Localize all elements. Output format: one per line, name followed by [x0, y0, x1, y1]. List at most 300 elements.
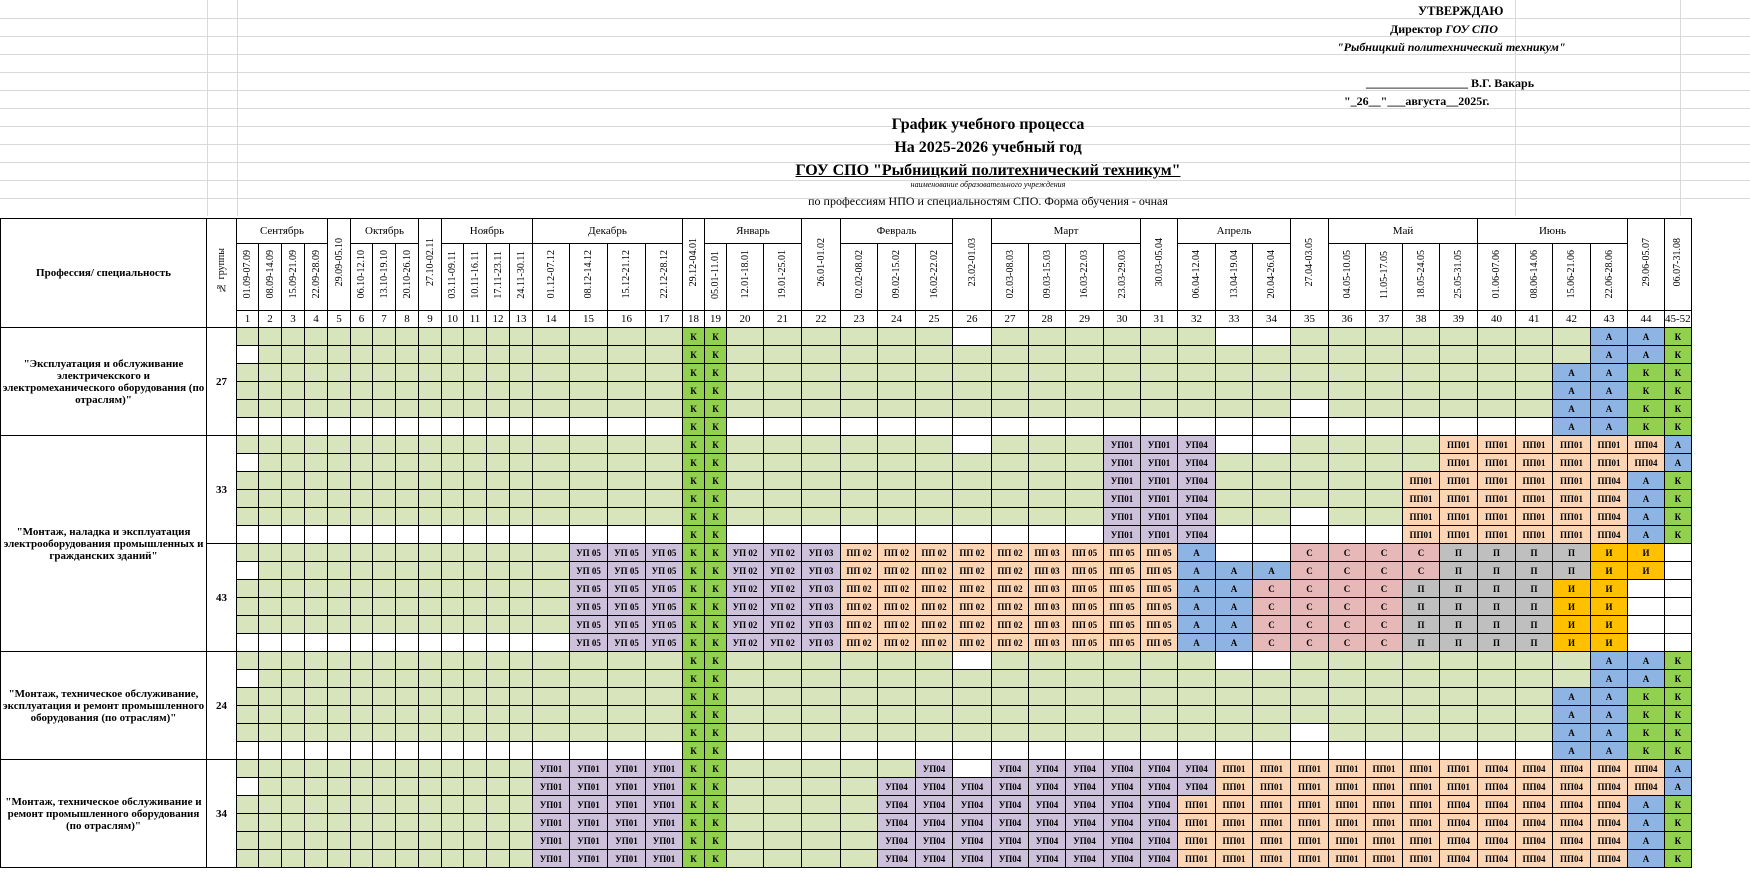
schedule-cell[interactable]: [1178, 328, 1216, 346]
schedule-cell[interactable]: [1516, 742, 1553, 760]
schedule-cell[interactable]: К: [683, 418, 705, 436]
schedule-cell[interactable]: [1141, 328, 1178, 346]
schedule-cell[interactable]: УП04: [1104, 796, 1141, 814]
schedule-cell[interactable]: [533, 436, 570, 454]
schedule-cell[interactable]: [396, 562, 419, 580]
schedule-cell[interactable]: [727, 832, 764, 850]
schedule-cell[interactable]: [510, 670, 533, 688]
schedule-cell[interactable]: [373, 742, 396, 760]
schedule-cell[interactable]: ПП04: [1591, 850, 1628, 868]
schedule-cell[interactable]: [727, 328, 764, 346]
schedule-cell[interactable]: ПП 03: [1029, 598, 1066, 616]
schedule-cell[interactable]: ПП01: [1403, 814, 1440, 832]
schedule-cell[interactable]: П: [1478, 562, 1516, 580]
schedule-cell[interactable]: [373, 580, 396, 598]
schedule-cell[interactable]: [396, 328, 419, 346]
schedule-cell[interactable]: [533, 418, 570, 436]
schedule-cell[interactable]: К: [705, 436, 727, 454]
schedule-cell[interactable]: ПП04: [1440, 850, 1478, 868]
schedule-cell[interactable]: ПП01: [1253, 832, 1291, 850]
schedule-cell[interactable]: К: [1665, 364, 1692, 382]
schedule-cell[interactable]: К: [683, 562, 705, 580]
schedule-cell[interactable]: [396, 400, 419, 418]
schedule-cell[interactable]: [802, 796, 841, 814]
schedule-cell[interactable]: [916, 346, 953, 364]
schedule-cell[interactable]: [373, 328, 396, 346]
schedule-cell[interactable]: [1440, 382, 1478, 400]
schedule-cell[interactable]: К: [683, 490, 705, 508]
schedule-cell[interactable]: [1141, 364, 1178, 382]
schedule-cell[interactable]: ПП01: [1516, 490, 1553, 508]
schedule-cell[interactable]: ПП 02: [841, 634, 878, 652]
schedule-cell[interactable]: ПП04: [1516, 760, 1553, 778]
schedule-cell[interactable]: [373, 814, 396, 832]
schedule-cell[interactable]: [259, 670, 282, 688]
schedule-cell[interactable]: ПП04: [1478, 832, 1516, 850]
schedule-cell[interactable]: [802, 472, 841, 490]
schedule-cell[interactable]: [1665, 580, 1692, 598]
schedule-cell[interactable]: УП01: [570, 760, 608, 778]
schedule-cell[interactable]: [282, 580, 305, 598]
schedule-cell[interactable]: [305, 490, 328, 508]
schedule-cell[interactable]: [1329, 742, 1366, 760]
schedule-cell[interactable]: УП04: [953, 814, 992, 832]
schedule-cell[interactable]: [992, 526, 1029, 544]
schedule-cell[interactable]: А: [1591, 418, 1628, 436]
schedule-cell[interactable]: [373, 688, 396, 706]
schedule-cell[interactable]: [608, 706, 646, 724]
schedule-cell[interactable]: [237, 796, 259, 814]
schedule-cell[interactable]: ПП01: [1329, 850, 1366, 868]
schedule-cell[interactable]: [646, 652, 683, 670]
schedule-cell[interactable]: С: [1366, 562, 1403, 580]
schedule-cell[interactable]: С: [1403, 544, 1440, 562]
schedule-cell[interactable]: [442, 346, 464, 364]
schedule-cell[interactable]: [1403, 436, 1440, 454]
schedule-cell[interactable]: ПП01: [1403, 796, 1440, 814]
schedule-cell[interactable]: [259, 364, 282, 382]
schedule-cell[interactable]: [419, 778, 442, 796]
schedule-cell[interactable]: УП 05: [608, 580, 646, 598]
schedule-cell[interactable]: УП 03: [802, 544, 841, 562]
schedule-cell[interactable]: [953, 436, 992, 454]
schedule-cell[interactable]: [646, 508, 683, 526]
schedule-cell[interactable]: [1366, 400, 1403, 418]
schedule-cell[interactable]: А: [1665, 778, 1692, 796]
schedule-cell[interactable]: [373, 796, 396, 814]
schedule-cell[interactable]: [259, 562, 282, 580]
schedule-cell[interactable]: [396, 832, 419, 850]
schedule-cell[interactable]: ПП01: [1216, 796, 1253, 814]
schedule-cell[interactable]: [764, 688, 802, 706]
schedule-cell[interactable]: УП 02: [764, 616, 802, 634]
schedule-cell[interactable]: [802, 724, 841, 742]
schedule-cell[interactable]: [237, 436, 259, 454]
schedule-cell[interactable]: ПП04: [1440, 814, 1478, 832]
schedule-cell[interactable]: ПП 05: [1141, 598, 1178, 616]
schedule-cell[interactable]: П: [1478, 634, 1516, 652]
schedule-cell[interactable]: С: [1366, 544, 1403, 562]
schedule-cell[interactable]: [487, 508, 510, 526]
schedule-cell[interactable]: [916, 382, 953, 400]
schedule-cell[interactable]: [351, 724, 373, 742]
schedule-cell[interactable]: [237, 832, 259, 850]
schedule-cell[interactable]: УП01: [533, 850, 570, 868]
schedule-cell[interactable]: УП01: [570, 814, 608, 832]
schedule-cell[interactable]: [282, 454, 305, 472]
schedule-cell[interactable]: [727, 778, 764, 796]
schedule-cell[interactable]: [1104, 382, 1141, 400]
schedule-cell[interactable]: [442, 616, 464, 634]
schedule-cell[interactable]: [464, 652, 487, 670]
schedule-cell[interactable]: УП04: [1066, 814, 1104, 832]
schedule-cell[interactable]: [1216, 436, 1253, 454]
schedule-cell[interactable]: ПП 05: [1141, 580, 1178, 598]
schedule-cell[interactable]: ПП 05: [1141, 616, 1178, 634]
schedule-cell[interactable]: ПП 02: [953, 544, 992, 562]
schedule-cell[interactable]: [419, 670, 442, 688]
schedule-cell[interactable]: [1178, 742, 1216, 760]
schedule-cell[interactable]: [1329, 508, 1366, 526]
schedule-cell[interactable]: ПП 02: [992, 616, 1029, 634]
schedule-cell[interactable]: [570, 742, 608, 760]
schedule-cell[interactable]: ПП04: [1553, 760, 1591, 778]
schedule-cell[interactable]: [727, 796, 764, 814]
schedule-cell[interactable]: К: [683, 508, 705, 526]
schedule-cell[interactable]: [259, 490, 282, 508]
schedule-cell[interactable]: [1440, 346, 1478, 364]
schedule-cell[interactable]: [608, 418, 646, 436]
schedule-cell[interactable]: ПП01: [1440, 490, 1478, 508]
schedule-cell[interactable]: [487, 598, 510, 616]
schedule-cell[interactable]: [878, 400, 916, 418]
schedule-cell[interactable]: [419, 526, 442, 544]
schedule-cell[interactable]: [1665, 634, 1692, 652]
schedule-cell[interactable]: ПП 02: [992, 598, 1029, 616]
schedule-cell[interactable]: [1066, 454, 1104, 472]
schedule-cell[interactable]: УП01: [646, 796, 683, 814]
schedule-cell[interactable]: ПП01: [1291, 760, 1329, 778]
schedule-cell[interactable]: УП 02: [727, 562, 764, 580]
schedule-cell[interactable]: ПП01: [1366, 760, 1403, 778]
schedule-cell[interactable]: УП04: [1178, 472, 1216, 490]
schedule-cell[interactable]: [1178, 346, 1216, 364]
schedule-cell[interactable]: А: [1591, 706, 1628, 724]
schedule-cell[interactable]: [282, 634, 305, 652]
schedule-cell[interactable]: [992, 652, 1029, 670]
schedule-cell[interactable]: К: [1665, 832, 1692, 850]
schedule-cell[interactable]: [259, 724, 282, 742]
schedule-cell[interactable]: ПП01: [1216, 760, 1253, 778]
schedule-cell[interactable]: [1216, 652, 1253, 670]
schedule-cell[interactable]: [259, 832, 282, 850]
schedule-cell[interactable]: К: [683, 328, 705, 346]
schedule-cell[interactable]: [259, 436, 282, 454]
schedule-cell[interactable]: [841, 346, 878, 364]
schedule-cell[interactable]: К: [1665, 706, 1692, 724]
schedule-cell[interactable]: [442, 688, 464, 706]
schedule-cell[interactable]: [1104, 724, 1141, 742]
schedule-cell[interactable]: К: [705, 526, 727, 544]
schedule-cell[interactable]: [1440, 400, 1478, 418]
schedule-cell[interactable]: [1516, 670, 1553, 688]
schedule-cell[interactable]: ПП01: [1403, 472, 1440, 490]
schedule-cell[interactable]: [878, 508, 916, 526]
schedule-cell[interactable]: [282, 418, 305, 436]
schedule-cell[interactable]: [608, 436, 646, 454]
schedule-cell[interactable]: [1253, 418, 1291, 436]
schedule-cell[interactable]: К: [705, 688, 727, 706]
schedule-cell[interactable]: [442, 562, 464, 580]
schedule-cell[interactable]: [305, 778, 328, 796]
schedule-cell[interactable]: [351, 418, 373, 436]
schedule-cell[interactable]: [878, 652, 916, 670]
schedule-cell[interactable]: А: [1628, 796, 1665, 814]
schedule-cell[interactable]: [1141, 742, 1178, 760]
schedule-cell[interactable]: [1440, 418, 1478, 436]
schedule-cell[interactable]: К: [705, 544, 727, 562]
schedule-cell[interactable]: [373, 562, 396, 580]
schedule-cell[interactable]: [419, 706, 442, 724]
schedule-cell[interactable]: [533, 472, 570, 490]
schedule-cell[interactable]: [396, 436, 419, 454]
schedule-cell[interactable]: ПП01: [1291, 778, 1329, 796]
schedule-cell[interactable]: [1141, 400, 1178, 418]
schedule-cell[interactable]: [464, 364, 487, 382]
schedule-cell[interactable]: [533, 724, 570, 742]
schedule-cell[interactable]: [510, 796, 533, 814]
schedule-cell[interactable]: [442, 364, 464, 382]
schedule-cell[interactable]: [396, 472, 419, 490]
schedule-cell[interactable]: [727, 760, 764, 778]
schedule-cell[interactable]: [1478, 400, 1516, 418]
schedule-cell[interactable]: УП 05: [570, 580, 608, 598]
schedule-cell[interactable]: [1216, 688, 1253, 706]
schedule-cell[interactable]: [351, 490, 373, 508]
schedule-cell[interactable]: УП04: [1029, 796, 1066, 814]
schedule-cell[interactable]: [570, 418, 608, 436]
schedule-cell[interactable]: ПП01: [1516, 472, 1553, 490]
schedule-cell[interactable]: [916, 418, 953, 436]
schedule-cell[interactable]: А: [1628, 328, 1665, 346]
schedule-cell[interactable]: [282, 742, 305, 760]
schedule-cell[interactable]: [1366, 724, 1403, 742]
schedule-cell[interactable]: А: [1628, 652, 1665, 670]
schedule-cell[interactable]: [282, 670, 305, 688]
schedule-cell[interactable]: ПП 02: [841, 562, 878, 580]
schedule-cell[interactable]: [259, 544, 282, 562]
schedule-cell[interactable]: [373, 382, 396, 400]
schedule-cell[interactable]: [1478, 418, 1516, 436]
schedule-cell[interactable]: [1291, 670, 1329, 688]
schedule-cell[interactable]: ПП01: [1178, 814, 1216, 832]
schedule-cell[interactable]: [1291, 742, 1329, 760]
schedule-cell[interactable]: [419, 364, 442, 382]
schedule-cell[interactable]: [1440, 742, 1478, 760]
schedule-cell[interactable]: [764, 796, 802, 814]
schedule-cell[interactable]: С: [1329, 562, 1366, 580]
schedule-cell[interactable]: [305, 364, 328, 382]
schedule-cell[interactable]: К: [683, 346, 705, 364]
schedule-cell[interactable]: [1665, 616, 1692, 634]
schedule-cell[interactable]: [510, 364, 533, 382]
schedule-cell[interactable]: [1516, 652, 1553, 670]
schedule-cell[interactable]: [305, 796, 328, 814]
schedule-cell[interactable]: [570, 652, 608, 670]
schedule-cell[interactable]: [1329, 490, 1366, 508]
schedule-cell[interactable]: К: [683, 742, 705, 760]
schedule-cell[interactable]: [510, 706, 533, 724]
schedule-cell[interactable]: С: [1329, 634, 1366, 652]
schedule-cell[interactable]: [1141, 346, 1178, 364]
schedule-cell[interactable]: [442, 598, 464, 616]
schedule-cell[interactable]: С: [1291, 544, 1329, 562]
schedule-cell[interactable]: К: [1665, 652, 1692, 670]
schedule-cell[interactable]: [953, 706, 992, 724]
schedule-cell[interactable]: [802, 436, 841, 454]
schedule-cell[interactable]: [608, 724, 646, 742]
schedule-cell[interactable]: [953, 418, 992, 436]
schedule-cell[interactable]: ПП04: [1591, 778, 1628, 796]
schedule-cell[interactable]: П: [1440, 634, 1478, 652]
schedule-cell[interactable]: УП01: [533, 796, 570, 814]
schedule-cell[interactable]: [1066, 508, 1104, 526]
schedule-cell[interactable]: [1066, 688, 1104, 706]
schedule-cell[interactable]: ПП01: [1253, 760, 1291, 778]
schedule-cell[interactable]: УП01: [1104, 454, 1141, 472]
schedule-cell[interactable]: [464, 508, 487, 526]
schedule-cell[interactable]: [727, 814, 764, 832]
schedule-cell[interactable]: [1029, 346, 1066, 364]
schedule-cell[interactable]: УП01: [1104, 508, 1141, 526]
schedule-cell[interactable]: [953, 688, 992, 706]
schedule-cell[interactable]: УП04: [1141, 850, 1178, 868]
schedule-cell[interactable]: [992, 670, 1029, 688]
schedule-cell[interactable]: [464, 760, 487, 778]
schedule-cell[interactable]: УП04: [878, 778, 916, 796]
schedule-cell[interactable]: [533, 562, 570, 580]
schedule-cell[interactable]: ПП01: [1178, 850, 1216, 868]
schedule-cell[interactable]: [1366, 382, 1403, 400]
schedule-cell[interactable]: К: [705, 346, 727, 364]
schedule-cell[interactable]: [533, 634, 570, 652]
schedule-cell[interactable]: [328, 382, 351, 400]
schedule-cell[interactable]: [953, 364, 992, 382]
schedule-cell[interactable]: С: [1403, 562, 1440, 580]
schedule-cell[interactable]: УП 05: [646, 634, 683, 652]
schedule-cell[interactable]: [1291, 688, 1329, 706]
schedule-cell[interactable]: [1403, 724, 1440, 742]
schedule-cell[interactable]: [1253, 346, 1291, 364]
schedule-cell[interactable]: [237, 562, 259, 580]
schedule-cell[interactable]: [533, 364, 570, 382]
schedule-cell[interactable]: [510, 832, 533, 850]
schedule-cell[interactable]: ПП 02: [992, 562, 1029, 580]
schedule-cell[interactable]: [419, 598, 442, 616]
schedule-cell[interactable]: [237, 508, 259, 526]
schedule-cell[interactable]: К: [1628, 706, 1665, 724]
schedule-cell[interactable]: УП 05: [570, 634, 608, 652]
schedule-cell[interactable]: УП04: [1104, 760, 1141, 778]
schedule-cell[interactable]: [1478, 706, 1516, 724]
schedule-cell[interactable]: [1403, 418, 1440, 436]
schedule-cell[interactable]: [1478, 688, 1516, 706]
schedule-cell[interactable]: [1516, 382, 1553, 400]
schedule-cell[interactable]: П: [1403, 580, 1440, 598]
schedule-cell[interactable]: УП01: [1141, 490, 1178, 508]
schedule-cell[interactable]: [802, 778, 841, 796]
schedule-cell[interactable]: [237, 652, 259, 670]
schedule-cell[interactable]: ПП01: [1478, 436, 1516, 454]
schedule-cell[interactable]: [487, 796, 510, 814]
schedule-cell[interactable]: УП04: [916, 850, 953, 868]
schedule-cell[interactable]: [841, 850, 878, 868]
schedule-cell[interactable]: [1029, 382, 1066, 400]
schedule-cell[interactable]: ПП04: [1628, 778, 1665, 796]
schedule-cell[interactable]: [1628, 634, 1665, 652]
schedule-cell[interactable]: ПП01: [1478, 454, 1516, 472]
schedule-cell[interactable]: [992, 742, 1029, 760]
schedule-cell[interactable]: К: [705, 364, 727, 382]
schedule-cell[interactable]: [1104, 688, 1141, 706]
schedule-cell[interactable]: [802, 400, 841, 418]
schedule-cell[interactable]: ПП 05: [1141, 562, 1178, 580]
schedule-cell[interactable]: [259, 814, 282, 832]
schedule-cell[interactable]: [1141, 382, 1178, 400]
schedule-cell[interactable]: ПП 02: [916, 634, 953, 652]
schedule-cell[interactable]: УП 03: [802, 598, 841, 616]
schedule-cell[interactable]: [396, 760, 419, 778]
schedule-cell[interactable]: УП01: [646, 814, 683, 832]
schedule-cell[interactable]: ПП 05: [1066, 616, 1104, 634]
schedule-cell[interactable]: [373, 832, 396, 850]
schedule-cell[interactable]: [841, 508, 878, 526]
schedule-cell[interactable]: ПП04: [1553, 832, 1591, 850]
schedule-cell[interactable]: [1029, 508, 1066, 526]
schedule-cell[interactable]: [442, 544, 464, 562]
schedule-cell[interactable]: [1029, 688, 1066, 706]
schedule-cell[interactable]: [464, 634, 487, 652]
schedule-cell[interactable]: [464, 850, 487, 868]
schedule-cell[interactable]: [1066, 724, 1104, 742]
schedule-cell[interactable]: ПП01: [1253, 796, 1291, 814]
schedule-cell[interactable]: [396, 382, 419, 400]
schedule-cell[interactable]: [351, 652, 373, 670]
schedule-cell[interactable]: [373, 616, 396, 634]
schedule-cell[interactable]: К: [705, 562, 727, 580]
schedule-cell[interactable]: [464, 796, 487, 814]
schedule-cell[interactable]: [841, 814, 878, 832]
schedule-cell[interactable]: [802, 688, 841, 706]
schedule-cell[interactable]: [442, 742, 464, 760]
schedule-cell[interactable]: [305, 526, 328, 544]
schedule-cell[interactable]: [992, 688, 1029, 706]
schedule-cell[interactable]: [464, 436, 487, 454]
schedule-cell[interactable]: ПП01: [1440, 472, 1478, 490]
schedule-cell[interactable]: ПП 05: [1104, 580, 1141, 598]
schedule-cell[interactable]: А: [1628, 832, 1665, 850]
schedule-cell[interactable]: А: [1628, 850, 1665, 868]
schedule-cell[interactable]: [305, 346, 328, 364]
schedule-cell[interactable]: [464, 670, 487, 688]
schedule-cell[interactable]: [419, 436, 442, 454]
schedule-cell[interactable]: ПП01: [1291, 796, 1329, 814]
schedule-cell[interactable]: К: [683, 454, 705, 472]
schedule-cell[interactable]: [305, 562, 328, 580]
schedule-cell[interactable]: [1104, 400, 1141, 418]
schedule-cell[interactable]: УП 05: [646, 598, 683, 616]
schedule-cell[interactable]: К: [683, 616, 705, 634]
